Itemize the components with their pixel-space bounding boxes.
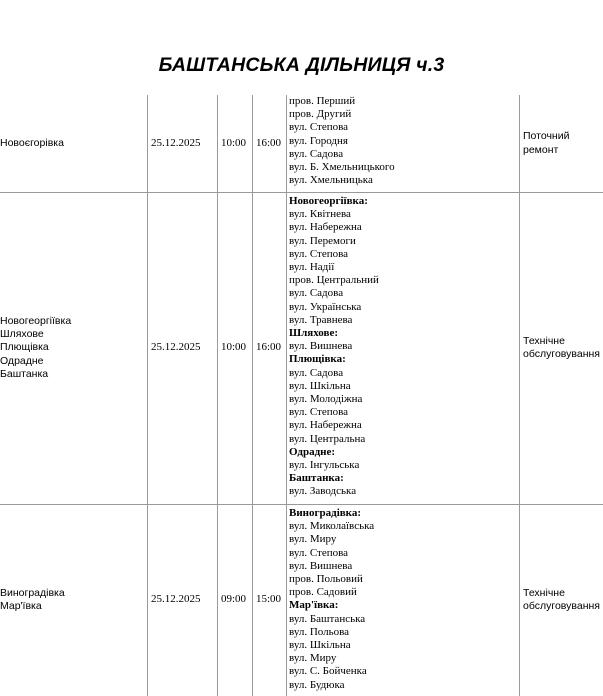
street-name: вул. Травнева <box>289 313 353 326</box>
street-name: вул. Шкільна <box>289 379 351 392</box>
time-to: 16:00 <box>256 341 282 354</box>
document-title: БАШТАНСЬКА ДІЛЬНИЦЯ ч.3 <box>158 54 445 76</box>
street-name: вул. Набережна <box>289 419 362 432</box>
settlement-heading: Баштанка: <box>289 472 344 485</box>
street-name: вул. Степова <box>289 406 349 419</box>
outage-date: 25.12.2025 <box>151 136 201 149</box>
street-name: вул. Садова <box>289 147 344 160</box>
street-name: вул. Центральна <box>289 432 366 445</box>
street-name: вул. Інгульська <box>289 459 360 471</box>
street-name: вул. Б. Хмельницького <box>289 161 395 173</box>
work-type: Технічне <box>523 586 565 599</box>
settlement-heading: Одрадне: <box>289 445 336 458</box>
street-name: вул. Садова <box>289 366 344 379</box>
outage-date: 25.12.2025 <box>151 593 201 606</box>
time-to: 16:00 <box>256 136 282 149</box>
settlement-name: Новогеоргіївка <box>0 315 72 327</box>
street-name: вул. Хмельницька <box>289 174 373 187</box>
settlement-name: Мар'ївка <box>0 600 42 612</box>
street-name: вул. Заводська <box>289 485 357 498</box>
street-name: вул. Польова <box>289 625 350 638</box>
column-divider <box>286 95 287 696</box>
street-name: пров. Другий <box>289 108 352 121</box>
column-divider <box>252 95 253 696</box>
settlement-name: Баштанка <box>0 367 49 380</box>
street-name: вул. Українська <box>289 300 362 313</box>
street-name: вул. Садова <box>289 287 344 300</box>
street-name: пров. Садовий <box>289 586 357 599</box>
street-name: вул. Набережна <box>289 221 362 234</box>
settlement-name: Плющівка <box>0 341 49 354</box>
time-from: 10:00 <box>221 136 247 149</box>
street-name: вул. Вишнева <box>289 340 353 353</box>
settlement-heading: Шляхове: <box>289 327 338 339</box>
street-name: вул. Молодіжна <box>289 393 363 405</box>
work-type: обслуговування <box>523 348 600 360</box>
street-name: вул. Миру <box>289 652 337 665</box>
street-name: вул. Перемоги <box>289 234 356 247</box>
street-name: пров. Перший <box>289 95 356 107</box>
street-name: пров. Польовий <box>289 573 363 585</box>
outage-date: 25.12.2025 <box>151 341 201 354</box>
street-name: вул. Квітнева <box>289 208 351 221</box>
column-divider <box>147 95 148 696</box>
street-name: вул. Степова <box>289 546 349 559</box>
street-name: вул. Будюка <box>289 678 345 691</box>
column-divider <box>217 95 218 696</box>
street-name: пров. Центральний <box>289 274 379 287</box>
time-to: 15:00 <box>256 593 282 606</box>
street-name: вул. Миколаївська <box>289 520 375 533</box>
street-name: вул. Степова <box>289 247 349 260</box>
street-name: вул. С. Бойченка <box>289 665 367 678</box>
street-name: вул. Вишнева <box>289 559 353 572</box>
street-name: вул. Шкільна <box>289 639 351 651</box>
row-divider <box>0 504 603 505</box>
time-from: 10:00 <box>221 341 247 354</box>
settlement-name: Новоєгорівка <box>0 136 64 149</box>
settlement-name: Одрадне <box>0 354 44 367</box>
settlement-heading: Виноградівка: <box>289 507 362 519</box>
settlement-heading: Новогеоргіївка: <box>289 195 368 207</box>
work-type: Технічне <box>523 334 565 347</box>
settlement-name: Шляхове <box>0 328 44 341</box>
settlement-name: Виноградівка <box>0 586 65 599</box>
work-type: обслуговування <box>523 600 600 612</box>
work-type: Поточний <box>523 130 570 143</box>
column-divider <box>519 95 520 696</box>
row-divider <box>0 192 603 193</box>
street-name: вул. Степова <box>289 121 349 134</box>
work-type: ремонт <box>523 143 559 156</box>
street-name: вул. Баштанська <box>289 612 366 625</box>
street-name: вул. Миру <box>289 533 337 546</box>
street-name: вул. Надії <box>289 261 335 273</box>
settlement-heading: Мар'ївка: <box>289 599 339 612</box>
street-name: вул. Городня <box>289 134 348 147</box>
settlement-heading: Плющівка: <box>289 353 346 366</box>
time-from: 09:00 <box>221 593 247 606</box>
